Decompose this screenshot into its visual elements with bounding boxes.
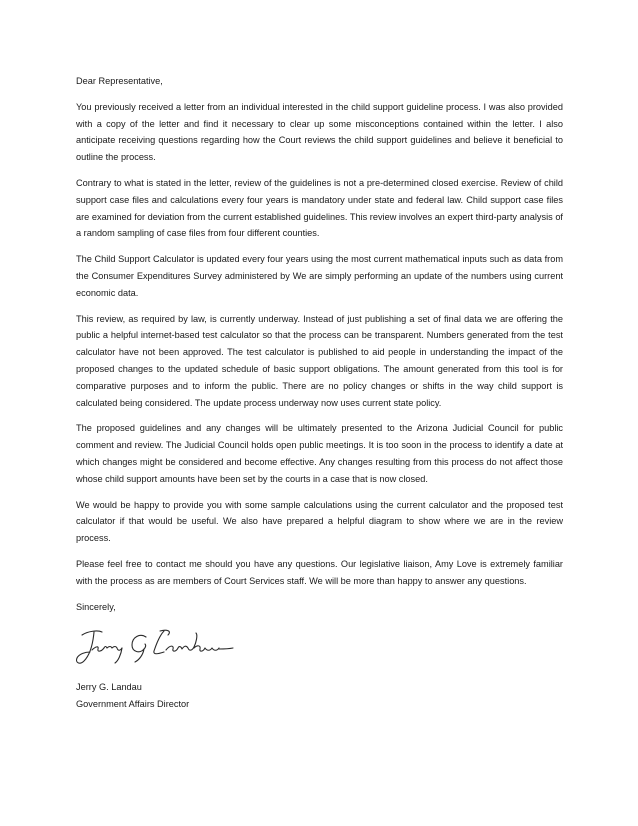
sender-title: Government Affairs Director bbox=[76, 699, 190, 710]
paragraph-review-process: Contrary to what is stated in the letter, review of the guidelines is not a pre-determined closed exercise. Review of child support case files and calculations every four years is mandatory under state and federal law. Child support case files are examined for deviation from the current established guidelines. This review involves an expert third-party analysis of a random sampling of case files from four different counties. bbox=[76, 177, 563, 239]
paragraph-intro: You previously received a letter from an individual interested in the child support guideline process. I was also provided with a copy of the letter and find it necessary to clear up some misconceptions contained within the letter. I also anticipate receiving questions regarding how the Court reviews the child support guidelines and believe it beneficial to outline the process. bbox=[76, 101, 563, 163]
paragraph-test-calculator: This review, as required by law, is currently underway. Instead of just publishing a set of final data we are offering the public a helpful internet-based test calculator so that the process can be transparent. Numbers generated from the test calculator have not been approved. The test calculator is published to aid people in understanding the impact of the proposed changes to the updated schedule of basic support obligations. The amount generated from this tool is for comparative purposes and to inform the public. There are no policy changes or shifts in the way child support is calculated being considered. The update process underway now uses current state policy. bbox=[76, 313, 563, 408]
sender-block bbox=[76, 679, 563, 713]
paragraph-calculator-update: The Child Support Calculator is updated every four years using the most current mathematical inputs such as data from the Consumer Expenditures Survey administered by We are simply performing an update of the numbers using current economic data. bbox=[76, 254, 563, 298]
handwritten-signature bbox=[68, 621, 238, 669]
paragraph-contact: Please feel free to contact me should you have any questions. Our legislative liaison, Amy Love is extremely familiar with the process as are members of Court Services staff. We will be more than happy to answer any questions. bbox=[76, 558, 563, 586]
letter-body bbox=[76, 73, 563, 713]
closing: Sincerely, bbox=[76, 601, 116, 612]
paragraph-judicial-council: The proposed guidelines and any changes will be ultimately presented to the Arizona Judicial Council for public comment and review. The Judicial Council holds open public meetings. It is too soon in the process to identify a date at which changes might be considered and become effective. Any changes resulting from this process do not affect those whose child support amounts have been set by the courts in a case that is now closed. bbox=[76, 423, 563, 484]
paragraph-sample-calculations: We would be happy to provide you with some sample calculations using the current calculator and the proposed test calculator if that would be useful. We also have prepared a helpful diagram to show where we are in the review process. bbox=[76, 499, 563, 544]
salutation: Dear Representative, bbox=[76, 76, 163, 86]
sender-name: Jerry G. Landau bbox=[76, 682, 142, 693]
